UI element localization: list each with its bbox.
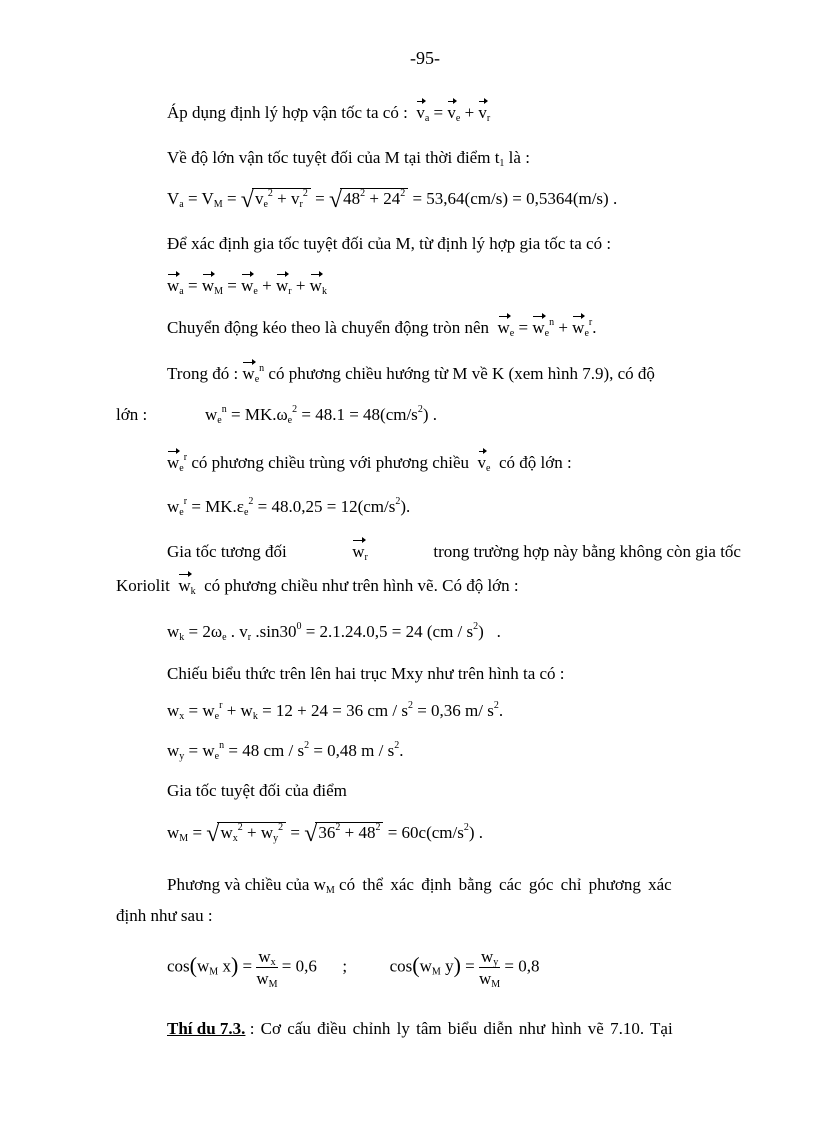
equation-tangential-acceleration: $w_e^r = MK.\varepsilon_e^2 = 48.0,25 = 12(cm/s^2)$. [167, 496, 411, 518]
wx-over-wm-fraction: $\frac{w_x}{w_M}$ [256, 947, 278, 991]
text-line-example-heading [167, 1019, 741, 1039]
page-number: -95- [410, 48, 440, 68]
relative-acceleration-symbol: $w_r$ [352, 542, 368, 563]
coriolis-expr-b: . v [230, 622, 248, 641]
wy-value: = 48 cm / s [228, 741, 305, 760]
tangential-component-text-end: có độ lớn : [498, 453, 572, 472]
velocity-theorem-text: Áp dụng định lý hợp vận tốc ta có : [167, 103, 408, 122]
text-line-relative-acceleration [167, 542, 741, 562]
wx-value-si: = 0,36 m/ s [417, 701, 494, 720]
direction-text: Phương và chiều của w [167, 875, 326, 894]
text-line-acceleration-intro: Để xác định gia tốc tuyệt đối của M, từ định lý hợp gia tốc ta có : [167, 234, 612, 253]
wy-value-si: = 0,48 m / s [313, 741, 395, 760]
text-line-tangential-component: $w_e^r$ có phương chiều trùng với phương chiều $v_e$ có độ lớn : [167, 452, 572, 474]
equation-coriolis-magnitude: $w_k = 2\omega_e$ . $v_r$ $.\sin 30^0 = 2.1.24.0,5 = 24$ $(cm / s^2)$ . [167, 621, 501, 643]
equation-normal-acceleration: $w_e^n = MK.\omega_e^2 = 48.1 = 48(cm/s^2)$ . [205, 404, 437, 426]
normal-acceleration-expr: = MK.ω [230, 405, 288, 424]
relative-acceleration-text: Gia tốc tương đối [167, 542, 287, 561]
tangential-acceleration-value: = 48.0,25 = 12(cm/s [257, 497, 396, 516]
text-line-as-follows: định như sau : [116, 906, 213, 925]
cos-y-value: = 0,8 [504, 956, 540, 976]
relative-acceleration-text-end: trong trường hợp này bằng không còn gia tốc [433, 542, 741, 561]
text-line-projection: Chiếu biểu thức trên lên hai trục Mxy như trên hình ta có : [167, 664, 565, 683]
coriolis-expr-d: = 2.1.24.0,5 = 24 (cm / s [305, 622, 474, 641]
time-subscript: 1 [499, 158, 505, 169]
text-line-transport-motion [167, 318, 596, 338]
coriolis-expr-a: = 2ω [188, 622, 223, 641]
separator: ; [342, 956, 348, 976]
text-line-velocity-theorem [167, 103, 490, 123]
equation-absolute-acceleration: $w_M = √w_x^2 + w_y^2 = √36^2 + 48^2 = 60c(cm/s^2)$ . [167, 821, 484, 847]
equation-absolute-velocity: $V_a = V_M = √v_e^2 + v_r^2 = √48^2 + 24^2 = 53,64(cm/s) = 0,5364(m/s)$ . [167, 187, 618, 213]
normal-component-label: Trong đó : [167, 364, 239, 383]
wy-over-wm-fraction: $\frac{w_y}{w_M}$ [478, 947, 501, 991]
example-text: : Cơ cấu điều chỉnh ly tâm biểu diễn như hình vẽ 7.10. Tại [249, 1019, 673, 1038]
tangential-component-text: có phương chiều trùng với phương chiều [191, 453, 470, 472]
absolute-acceleration-result: = 60c(cm/s [387, 823, 464, 842]
equation-wx: $w_x = w_e^r + w_k = 12 + 24 = 36$ cm / $s^2 = 0,36$ m/ $s^2$. [167, 700, 504, 722]
example-heading: Thí du 7.3. [167, 1019, 246, 1038]
wx-value: = 12 + 24 = 36 cm / s [262, 701, 408, 720]
absolute-velocity-text-end: là : [508, 148, 530, 167]
absolute-velocity-result: = 53,64(cm/s) = 0,5364(m/s) . [412, 189, 618, 208]
equation-direction-cosines: $\cos(w_M$ x) = $\frac{w_x}{w_M}$ = 0,6 ; $\cos(w_M$ y) = $\frac{w_y}{w_M}$ = 0,8 [167, 947, 540, 991]
cos-x-value: = 0,6 [281, 956, 317, 976]
normal-acceleration-value: = 48.1 = 48(cm/s [301, 405, 418, 424]
transport-motion-text: Chuyển động kéo theo là chuyển động tròn nên [167, 318, 489, 337]
velocity-composition-formula: $v_a = v_e + v_r$ [416, 103, 491, 124]
tangential-acceleration-expr: = MK.ε [191, 497, 244, 516]
text-line-absolute-velocity [167, 148, 530, 168]
text-line-absolute-acceleration: Gia tốc tuyệt đối của điểm [167, 781, 347, 800]
text-line-coriolis: Koriolit $w_k$ có phương chiều như trên hình vẽ. Có độ lớn : [116, 576, 519, 597]
text-line-normal-component: Trong đó : $w_e^n$ có phương chiều hướng từ M về K (xem hình 7.9), có độ [167, 363, 655, 385]
coriolis-text: có phương chiều như trên hình vẽ. Có độ lớn : [204, 576, 519, 595]
absolute-velocity-text: Về độ lớn vận tốc tuyệt đối của M tại thời điểm t [167, 148, 500, 167]
normal-component-text: có phương chiều hướng từ M về K (xem hình 7.9), có độ [268, 364, 655, 383]
text-line-direction: Phương và chiều của $w_M$ có thể xác định bằng các góc chỉ phương xác [167, 875, 672, 896]
direction-text-end: có thể xác định bằng các góc chỉ phương xác [339, 875, 672, 894]
coriolis-expr-c: .sin30 [255, 622, 297, 641]
equation-acceleration-composition: $w_a = w_M = w_e + w_r + w_k$ [167, 276, 327, 297]
transport-acceleration-formula: $w_e = w_e^n + w_e^r$. [497, 317, 597, 339]
equation-wy: $w_y = w_e^n = 48$ cm / $s^2 = 0,48$ m / $s^2$. [167, 740, 404, 762]
magnitude-label: lớn : [116, 405, 148, 424]
coriolis-label: Koriolit [116, 576, 170, 595]
